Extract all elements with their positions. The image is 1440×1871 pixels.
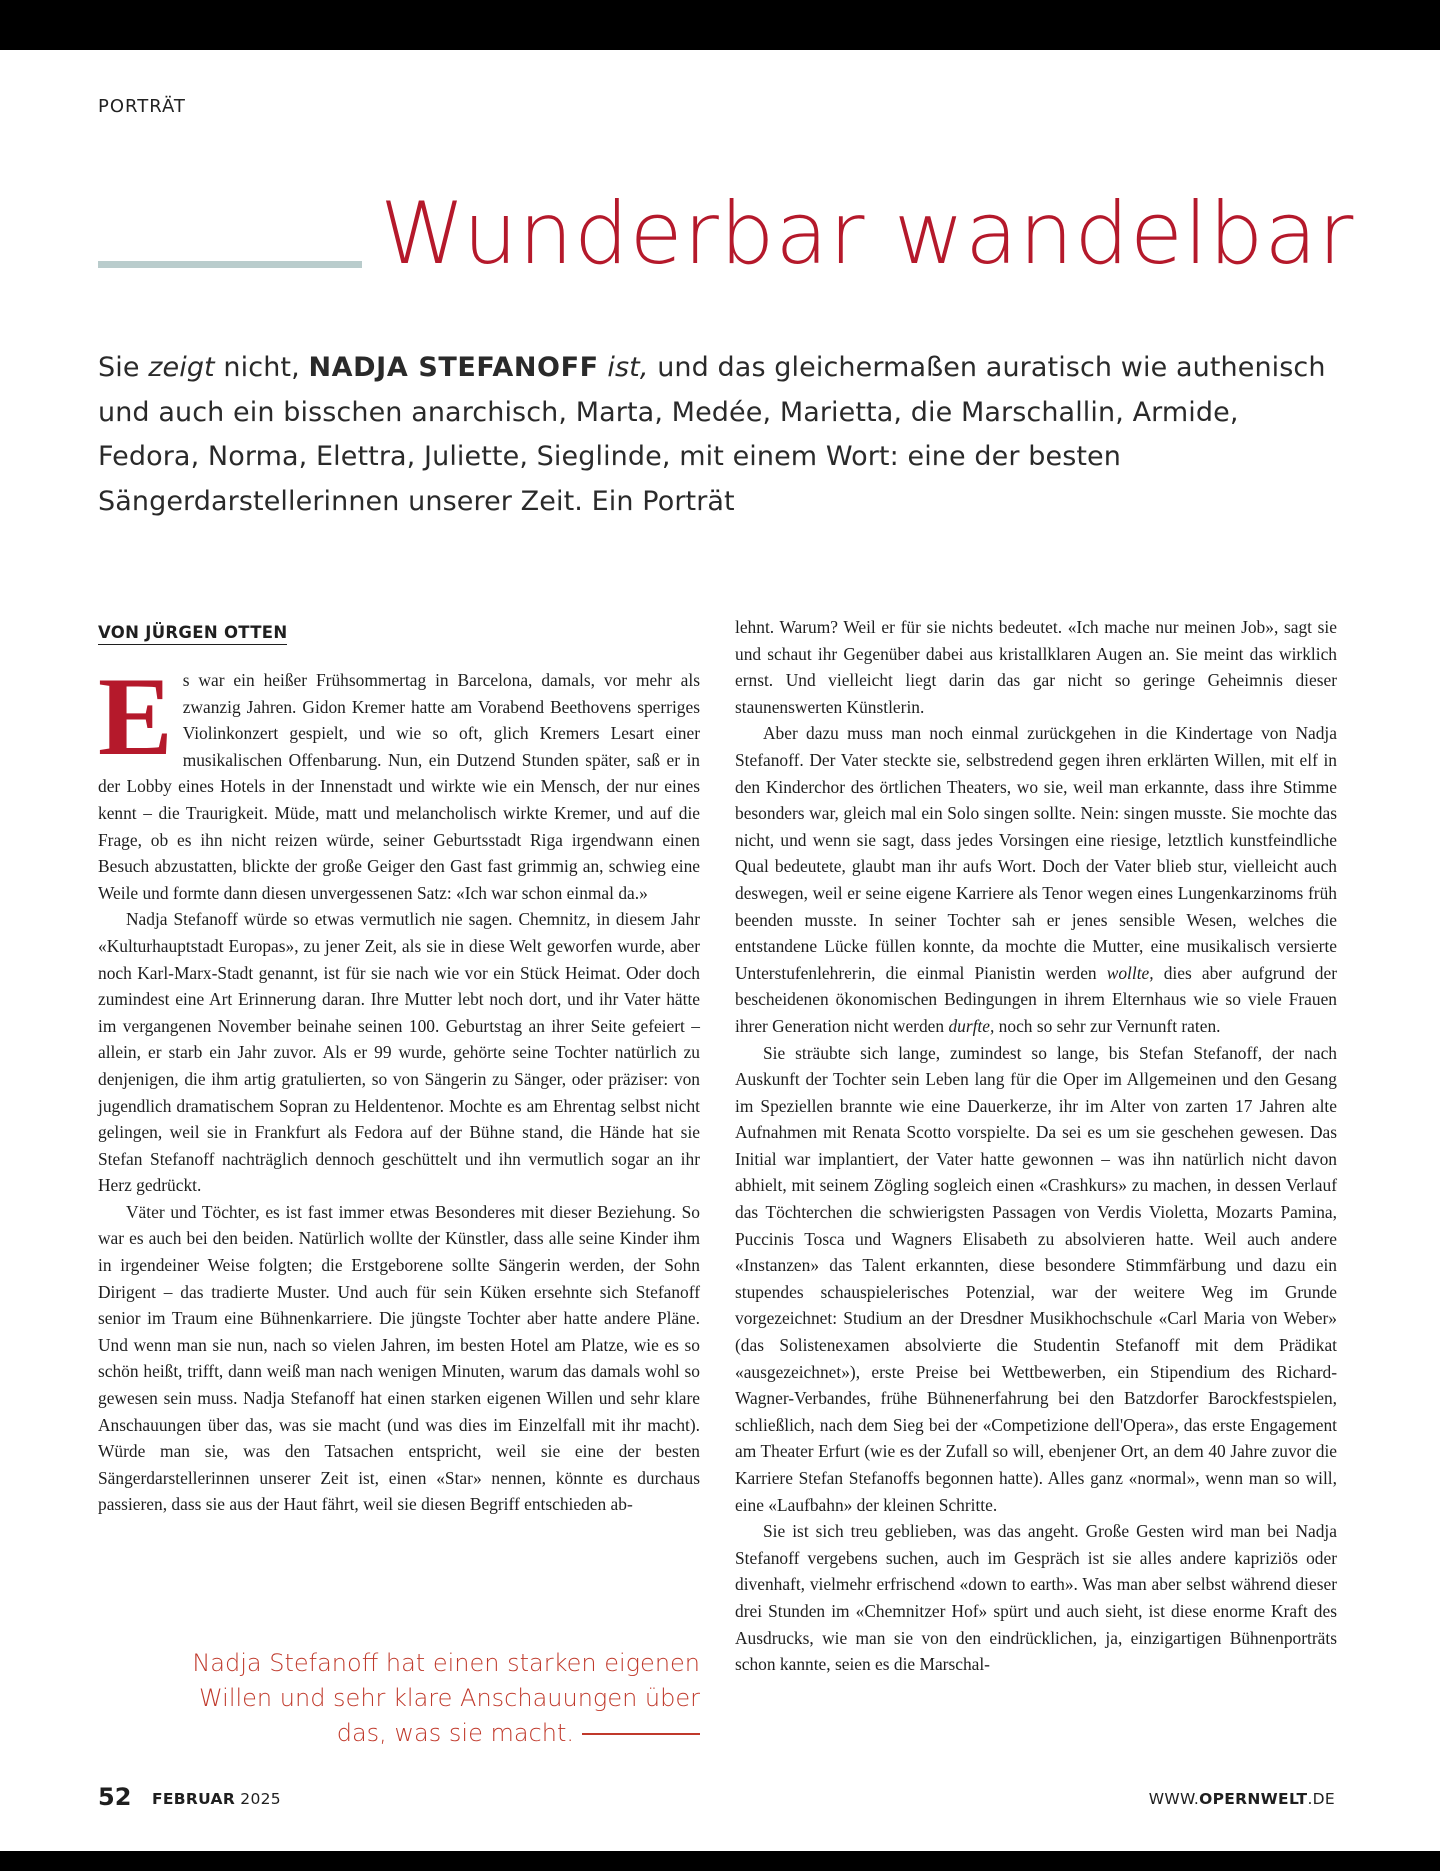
bottom-black-bar (0, 1851, 1440, 1871)
drop-cap: E (98, 655, 173, 779)
article-lead: Sie zeigt nicht, NADJA STEFANOFF ist, und das gleichermaßen auratisch wie authenisch und auch ein bisschen anarchisch, Marta, Medée, Marietta, die Marschallin, Armide, Fedora, Norma, Elettra, Juliette, Sieglinde, mit einem Wort: eine der besten Sängerdarstellerinnen unserer Zeit. Ein Porträt (98, 352, 1326, 517)
article-column-right (735, 614, 1337, 1678)
paragraph: Sie sträubte sich lange, zumindest so lange, bis Stefan Stefanoff, der nach Auskunft der Tochter sein Leben lang für die Oper im Allgemeinen und den Gesang im Speziellen brannte wie eine Dauerkerze, ihr im Alter von zarten 17 Jahren alte Aufnahmen mit Renata Scotto vorspielte. Da sei es um sie geschehen gewesen. Das Initial war implantiert, der Vater hatte gewonnen – was ihn natürlich nicht davon abhielt, mit seinem Zögling sogleich einen «Crashkurs» zu machen, in dessen Verlauf das Töchterchen die schwierigsten Passagen von Verdis Violetta, Mozarts Pamina, Puccinis Tosca und Wagners Elisabeth zu absolvieren hatte. Weil auch andere «Instanzen» das Talent erkannten, diese besondere Stimmfärbung und dazu ein stupendes schauspielerisches Potenzial, war der weitere Weg im Grunde vorgezeichnet: Studium an der Dresdner Musikhochschule «Carl Maria von Weber» (das Solistenexamen absolvierte die Studentin Stefanoff mit dem Prädikat «ausgezeichnet»), erste Preise bei Wettbewerben, ein Stipendium des Richard-Wagner-Verbandes, frühe Bühnenerfahrung bei den Batzdorfer Barockfestspielen, schließlich, nach dem Sieg bei der «Competizione dell'Opera», das erste Engagement am Theater Erfurt (wie es der Zufall so will, ebenjener Ort, an dem 40 Jahre zuvor die Karriere Stefan Stefanoffs begonnen hatte). Alles ganz «normal», wenn man so will, eine «Laufbahn» der kleinen Schritte. (735, 1042, 1337, 1515)
paragraph: Es war ein heißer Frühsommertag in Barcelona, damals, vor mehr als zwanzig Jahren. Gidon Kremer hatte am Vorabend Beethovens sperriges Violinkonzert gespielt, und wie so oft, glich Kremers Lesart einer musikalischen Offenbarung. Nun, ein Dutzend Stunden später, saß er in der Lobby eines Hotels in der Innenstadt und wirkte wie ein Mensch, der nur eines kennt – die Traurigkeit. Müde, matt und melancholisch wirkte Kremer, und auf die Frage, ob es ihn nicht reizen würde, seiner Geburtsstadt Riga irgendwann einen Besuch abzustatten, blickte der große Geiger den Gast fast grimmig an, schwieg eine Weile und formte dann diesen unvergessenen Satz: «Ich war schon einmal da.» (98, 655, 700, 903)
paragraph: Aber dazu muss man noch einmal zurückgehen in die Kindertage von Nadja Stefanoff. Der Vater steckte sie, selbstredend gegen ihren erklärten Willen, mit elf in den Kinderchor des örtlichen Theaters, wo sie, weil man erkannte, dass ihre Stimme besonders war, gleich mal ein Solo singen sollte. Nein: singen musste. Sie mochte das nicht, und wenn sie sagt, dass jedes Vorsingen eine riesige, letztlich kunstfeindliche Qual bedeutete, glaubt man ihr aufs Wort. Doch der Vater blieb stur, vielleicht auch deswegen, weil er seine eigene Karriere als Tenor wegen eines Lungenkarzinoms früh beenden musste. In seiner Tochter sah er jenes sensible Wesen, welches die entstandene Lücke füllen konnte, da mochte die Mutter, eine musikalisch versierte Unterstufenlehrerin, die einmal Pianistin werden wollte, dies aber aufgrund der bescheidenen ökonomischen Bedingungen in ihrem Elternhaus wie so viele Frauen ihrer Generation nicht werden durfte, noch so sehr zur Vernunft raten. (735, 723, 1337, 1036)
pull-quote-rule (582, 1733, 700, 1735)
article-headline: Wunderbar wandelbar (380, 184, 1355, 284)
section-label: PORTRÄT (98, 96, 186, 117)
page-number: 52 (98, 1783, 132, 1811)
lead-name: NADJA STEFANOFF (308, 352, 599, 383)
paragraph: Nadja Stefanoff würde so etwas vermutlich nie sagen. Chemnitz, in diesem Jahr «Kulturhauptstadt Europas», zu jener Zeit, als sie in diese Welt geworfen wurde, aber noch Karl-Marx-Stadt genannt, ist für sie nach wie vor ein Stück Heimat. Oder doch zumindest eine Art Erinnerung daran. Ihre Mutter lebt noch dort, und ihr Vater hätte im vergangenen November beinahe seinen 100. Geburtstag an ihrer Seite gefeiert – allein, er starb ein Jahr zuvor. Als er 99 wurde, gehörte seine Tochter natürlich zu denjenigen, die ihm artig gratulierten, so von Sängerin zu Sänger, oder präziser: von jugendlich dramatischem Sopran zu Heldentenor. Mochte es am Ehrentag selbst nicht gelingen, weil sie in Frankfurt als Fedora auf der Bühne stand, die Hände hat sie Stefan Stefanoff nachträglich dennoch geschüttelt und ihn vermutlich sogar an ihr Herz gedrückt. (98, 909, 700, 1196)
top-black-bar (0, 0, 1440, 50)
paragraph: Väter und Töchter, es ist fast immer etwas Besonderes mit dieser Beziehung. So war es auch bei den beiden. Natürlich wollte der Künstler, dass alle seine Kinder ihm in irgendeiner Weise folgten; die Erstgeborene sollte Sängerin werden, der Sohn Dirigent – das tradierte Muster. Und auch für sein Küken ersehnte sich Stefanoff senior im Traum eine Bühnenkarriere. Die jüngste Tochter aber hatte andere Pläne. Und wenn man sie nun, nach so vielen Jahren, im besten Hotel am Platze, wie es so schön heißt, trifft, dann weiß man nach wenigen Minuten, warum das damals wohl so gewesen sein muss. Nadja Stefanoff hat einen starken eigenen Willen und sehr klare Anschauungen über das, was sie macht (und was dies im Einzelfall mit ihr macht). Würde man sie, was den Tatsachen entspricht, weil sie eine der besten Sängerdarstellerinnen unserer Zeit ist, einen «Star» nennen, könnte es durchaus passieren, dass sie aus der Haut fährt, weil sie diesen Begriff entschieden ab- (98, 1201, 700, 1515)
paragraph: Sie ist sich treu geblieben, was das angeht. Große Gesten wird man bei Nadja Stefanoff vergebens suchen, auch im Gespräch ist sie alles andere kapriziös oder divenhaft, vielmehr erfrischend «down to earth». Was man aber selbst während dieser drei Stunden im «Chemnitzer Hof» spürt und auch sieht, ist diese enorme Kraft des Ausdrucks, wie man sie von den eindrücklichen, ja, einzigartigen Bühnenporträts schon kannte, seien es die Marschal- (735, 1521, 1337, 1675)
pull-quote: Nadja Stefanoff hat einen starken eigenen Willen und sehr klare Anschauungen über das, was sie macht. (192, 1649, 700, 1747)
paragraph: lehnt. Warum? Weil er für sie nichts bedeutet. «Ich mache nur meinen Job», sagt sie und schaut ihr Gegenüber dabei aus kristallklaren Augen an. Sie meint das wirklich ernst. Und vielleicht liegt darin das gar nicht so geringe Geheimnis dieser staunenswerten Künstlerin. (735, 617, 1337, 717)
website-url: WWW.OPERNWELT.DE (1148, 1790, 1335, 1808)
title-rule (98, 261, 362, 268)
byline: VON JÜRGEN OTTEN (98, 623, 287, 645)
issue-date: FEBRUAR 2025 (152, 1790, 281, 1808)
